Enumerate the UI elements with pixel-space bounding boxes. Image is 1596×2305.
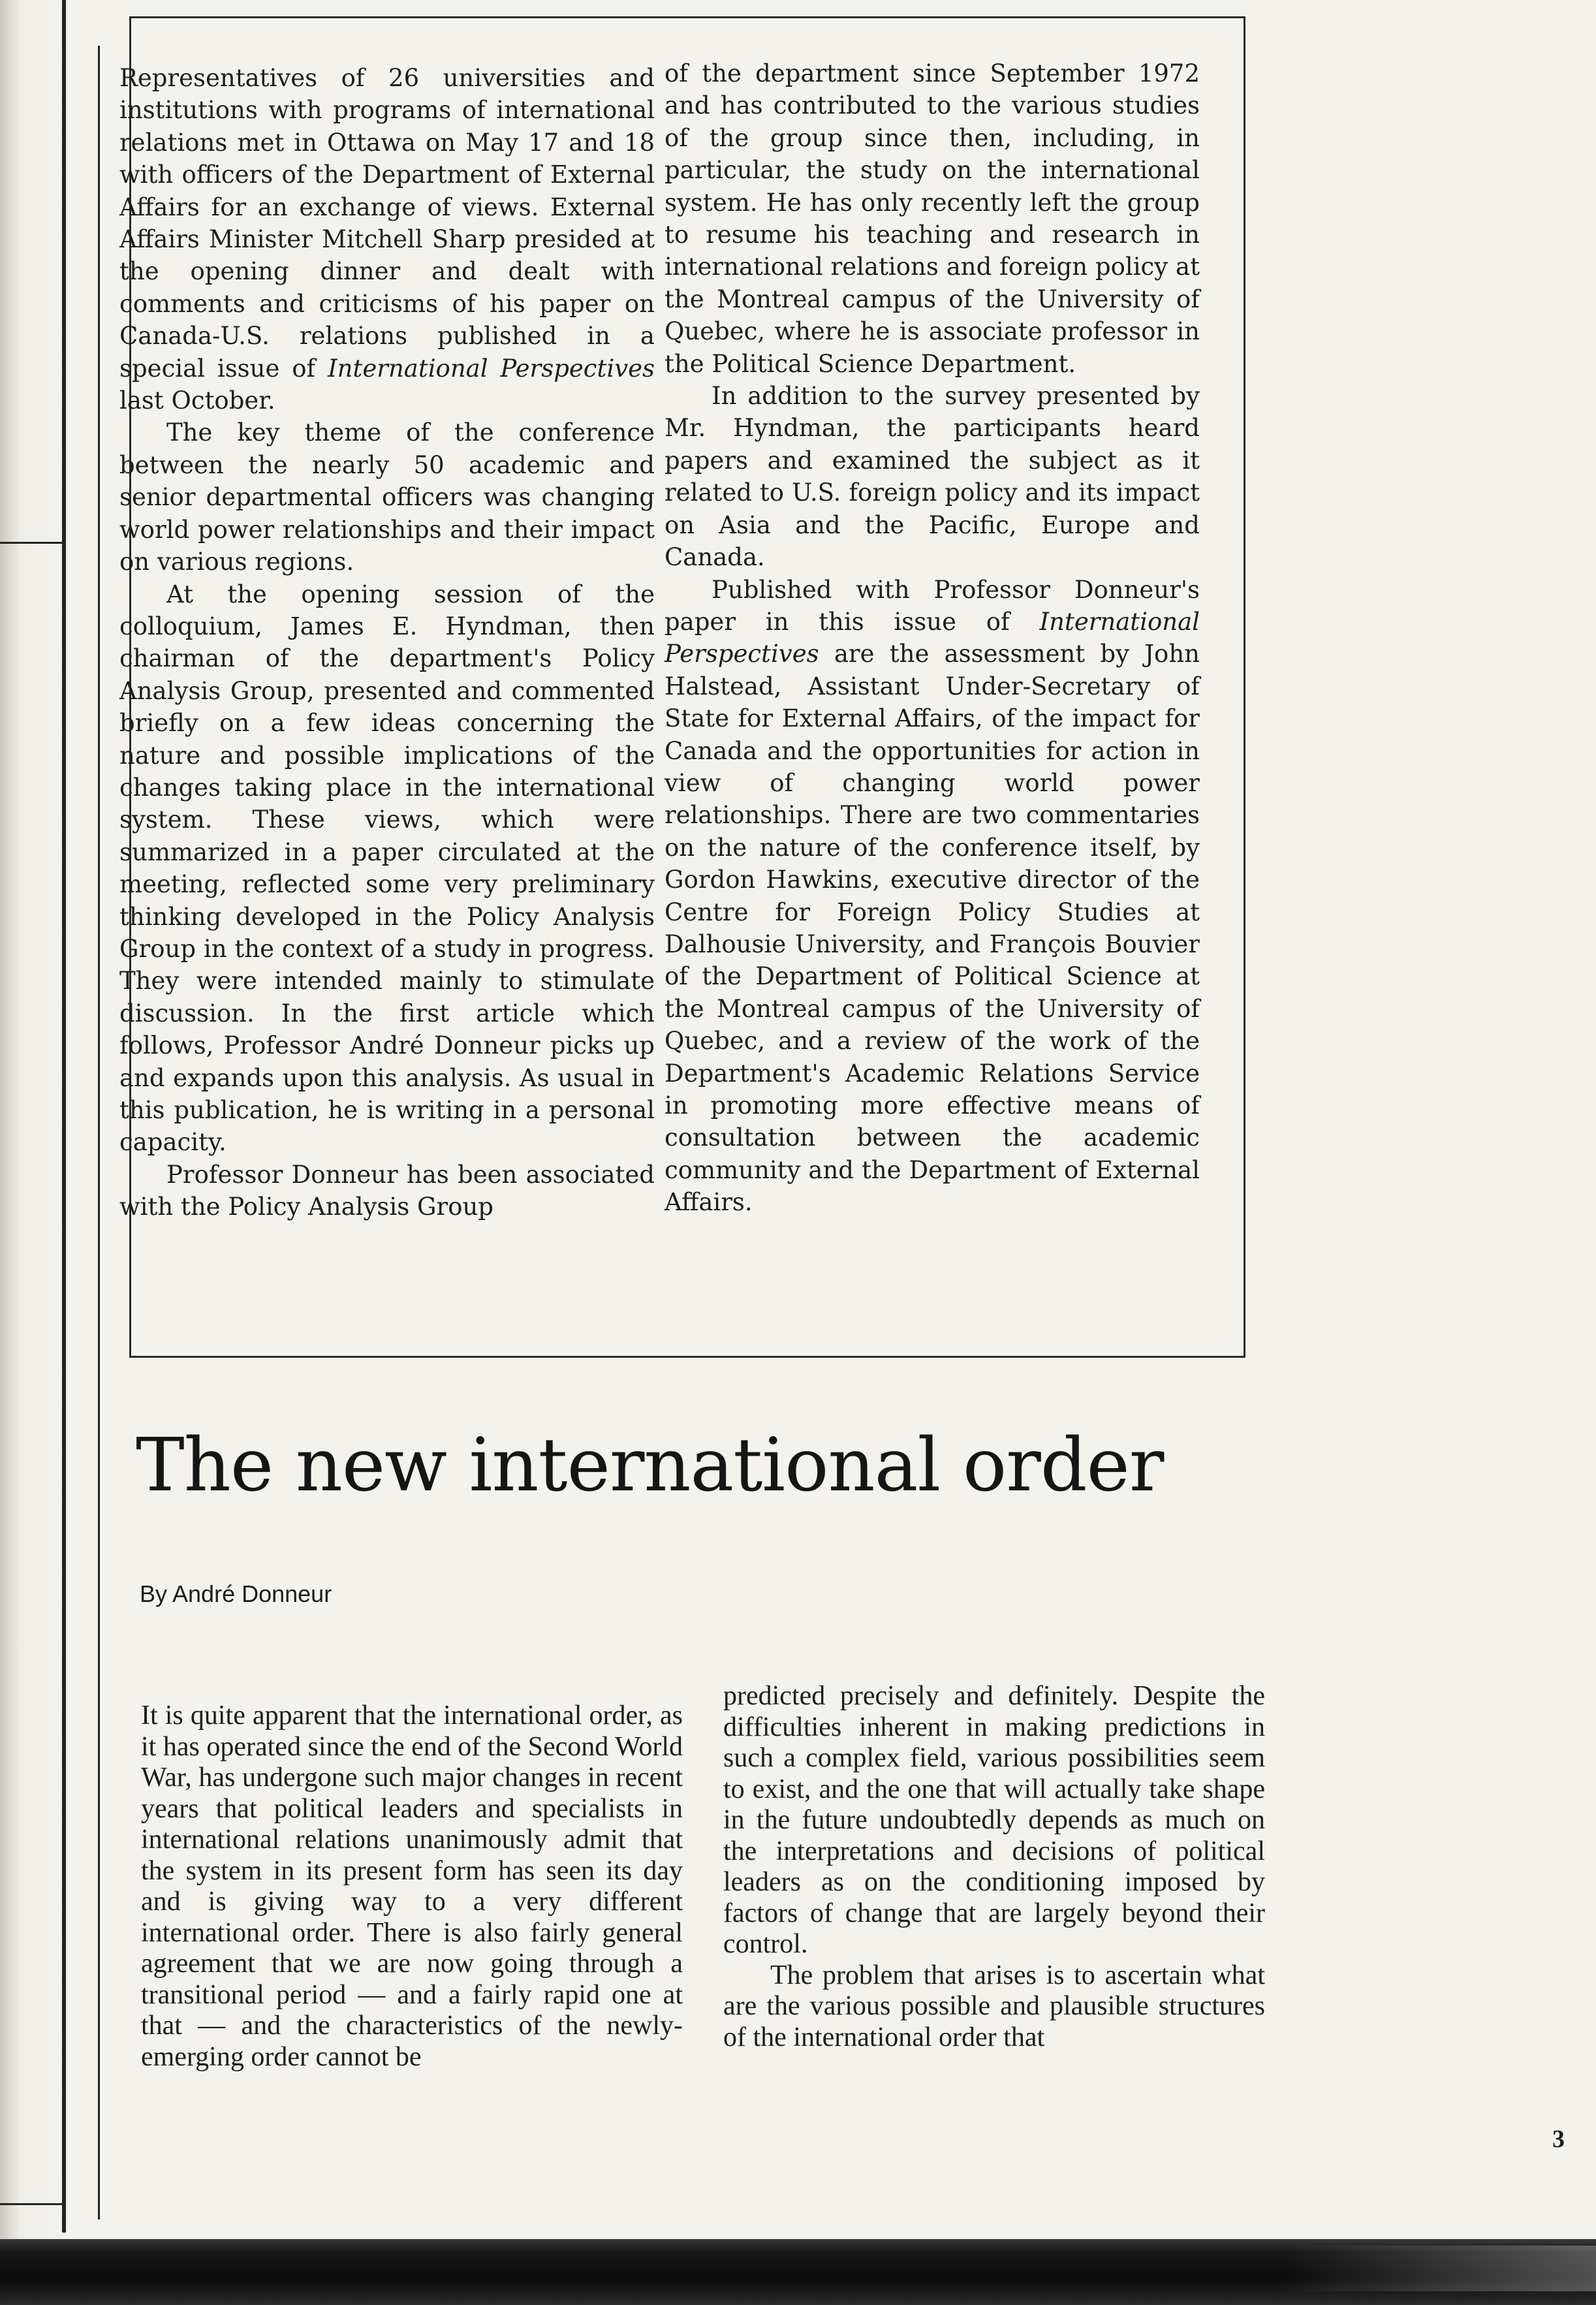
intro-paragraph: of the department since September 1972 and has contributed to the various studies of the group since then, including, in particular, the study on the international system. He has only recently left the group to resume his teaching and research in international relations and foreign policy at the Montreal campus of the University of Quebec, where he is associate professor in the Political Science Department. <box>665 59 1200 378</box>
intro-column-left <box>119 62 655 1223</box>
intro-paragraph: Published with Professor Donneur's paper in this issue of International Perspectives are the assessment by John Halstead, Assistant Under-Secretary of State for External Affairs, of the impact for Canada and the opportunities for action in view of changing world power relationships. There are two commentaries on the nature of the conference itself, by Gordon Hawkins, executive director of the Centre for Foreign Policy Studies at Dalhousie University, and François Bouvier of the Department of Political Science at the Montreal campus of the University of Quebec, and a review of the work of the Department's Academic Relations Service in promoting more effective means of consultation between the academic community and the Department of External Affairs. <box>665 575 1200 1217</box>
article-column-right <box>723 1681 1265 2053</box>
intro-paragraph: Professor Donneur has been associated with the Policy Analysis Group <box>119 1160 655 1221</box>
margin-tick-top <box>0 542 62 544</box>
article-title: The new international order <box>136 1423 1164 1508</box>
binding-rule-left <box>62 0 66 2233</box>
article-column-left <box>141 1701 683 2073</box>
intro-paragraph: Representatives of 26 universities and institutions with programs of international relations met in Ottawa on May 17 and 18 with officers of the Department of External Affairs for an exchange of views. External Affairs Minister Mitchell Sharp presided at the opening dinner and dealt with comments and criticisms of his paper on Canada-U.S. relations published in a special issue of International Perspectives last October. <box>119 64 655 415</box>
page-number: 3 <box>1552 2125 1565 2153</box>
intro-column-right <box>665 57 1200 1219</box>
scan-edge-highlight <box>1283 2246 1596 2291</box>
intro-paragraph: At the opening session of the colloquium, James E. Hyndman, then chairman of the department's Policy Analysis Group, presented and commented briefly on a few ideas concerning the nature and possible implications of the changes taking place in the international system. These views, which were summarized in a paper circulated at the meeting, reflected some very preliminary thinking developed in the Policy Analysis Group in the context of a study in progress. They were intended mainly to stimulate discussion. In the first article which follows, Professor André Donneur picks up and expands upon this analysis. As usual in this publication, he is writing in a personal capacity. <box>119 580 655 1157</box>
intro-paragraph: The key theme of the conference between the nearly 50 academic and senior departmental officers was changing world power relationships and their impact on various regions. <box>119 418 655 576</box>
article-paragraph: predicted precisely and definitely. Despite the difficulties inherent in making predictions in such a complex field, various possibilities seem to exist, and the one that will actually take shape in the future undoubtedly depends as much on the interpretations and decisions of political leaders as on the conditioning imposed by factors of change that are largely beyond their control. <box>723 1681 1265 1959</box>
page-binding-shadow <box>0 0 72 2305</box>
margin-tick-bottom <box>0 2203 62 2205</box>
intro-paragraph: In addition to the survey presented by Mr. Hyndman, the participants heard papers and examined the subject as it related to U.S. foreign policy and its impact on Asia and the Pacific, Europe and Canada. <box>665 382 1200 572</box>
article-paragraph: It is quite apparent that the international order, as it has operated since the end of the Second World War, has undergone such major changes in recent years that political leaders and specialists in international relations unanimously admit that the system in its present form has seen its day and is giving way to a very different international order. There is also fairly general agreement that we are now going through a transitional period — and a fairly rapid one at that — and the characteristics of the newly-emerging order cannot be <box>141 1701 683 2072</box>
article-paragraph: The problem that arises is to ascertain what are the various possible and plausible structures of the international order that <box>723 1960 1265 2052</box>
article-byline: By André Donneur <box>140 1580 332 1607</box>
binding-rule-inner <box>98 46 100 2219</box>
